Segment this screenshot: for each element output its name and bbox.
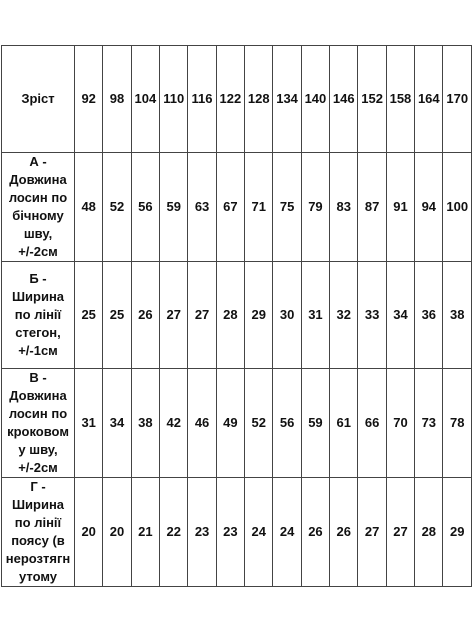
value-cell: 27: [358, 478, 386, 587]
value-cell: 170: [443, 46, 472, 153]
value-cell: 26: [330, 478, 358, 587]
value-cell: 146: [330, 46, 358, 153]
value-cell: 24: [273, 478, 301, 587]
value-cell: 32: [330, 262, 358, 369]
value-cell: 70: [386, 369, 414, 478]
value-cell: 75: [273, 153, 301, 262]
value-cell: 29: [443, 478, 472, 587]
row-label-line: А -: [29, 154, 47, 169]
value-cell: 59: [160, 153, 188, 262]
row-label-line: +/-1см: [18, 343, 58, 358]
row-label-line: нерозтягн: [5, 551, 71, 566]
row-label-line: В -: [29, 370, 47, 385]
measurement-row: [2, 369, 472, 478]
value-cell: 21: [131, 478, 159, 587]
row-label-line: Ширина: [11, 497, 65, 512]
row-label: [2, 153, 75, 262]
value-cell: 22: [160, 478, 188, 587]
value-cell: 71: [245, 153, 273, 262]
value-cell: 46: [188, 369, 216, 478]
value-cell: 20: [75, 478, 103, 587]
value-cell: 23: [188, 478, 216, 587]
value-cell: 27: [160, 262, 188, 369]
value-cell: 91: [386, 153, 414, 262]
value-cell: 61: [330, 369, 358, 478]
row-label: [2, 478, 75, 587]
row-label-line: по лінії: [14, 515, 62, 530]
row-label-line: кроковом: [7, 424, 69, 439]
value-cell: 25: [75, 262, 103, 369]
value-cell: 134: [273, 46, 301, 153]
value-cell: 52: [103, 153, 131, 262]
size-table-body: [2, 46, 472, 587]
value-cell: 27: [188, 262, 216, 369]
value-cell: 128: [245, 46, 273, 153]
header-row: [2, 46, 472, 153]
row-label-line: +/-2см: [18, 460, 58, 475]
value-cell: 27: [386, 478, 414, 587]
value-cell: 110: [160, 46, 188, 153]
value-cell: 42: [160, 369, 188, 478]
row-label-line: поясу (в: [11, 533, 65, 548]
value-cell: 38: [443, 262, 472, 369]
row-label-line: бічному: [12, 208, 64, 223]
row-label: [2, 369, 75, 478]
value-cell: 56: [131, 153, 159, 262]
row-label: [2, 46, 75, 153]
value-cell: 26: [131, 262, 159, 369]
row-label-line: Г -: [30, 479, 46, 494]
value-cell: 31: [301, 262, 329, 369]
value-cell: 122: [216, 46, 244, 153]
value-cell: 49: [216, 369, 244, 478]
value-cell: 30: [273, 262, 301, 369]
value-cell: 83: [330, 153, 358, 262]
row-label-line: Б -: [29, 271, 47, 286]
value-cell: 98: [103, 46, 131, 153]
value-cell: 56: [273, 369, 301, 478]
row-label-line: +/-2см: [18, 244, 58, 259]
row-label-line: утому: [18, 569, 58, 584]
value-cell: 28: [216, 262, 244, 369]
value-cell: 33: [358, 262, 386, 369]
value-cell: 38: [131, 369, 159, 478]
value-cell: 73: [415, 369, 443, 478]
row-label-line: Довжина: [9, 172, 67, 187]
value-cell: 152: [358, 46, 386, 153]
value-cell: 116: [188, 46, 216, 153]
row-label-line: по лінії: [14, 307, 62, 322]
value-cell: 20: [103, 478, 131, 587]
row-label-line: Ширина: [11, 289, 65, 304]
value-cell: 78: [443, 369, 472, 478]
value-cell: 164: [415, 46, 443, 153]
value-cell: 24: [245, 478, 273, 587]
row-label-line: Довжина: [9, 388, 67, 403]
row-label-line: лосин по: [8, 406, 68, 421]
value-cell: 52: [245, 369, 273, 478]
value-cell: 140: [301, 46, 329, 153]
value-cell: 79: [301, 153, 329, 262]
value-cell: 29: [245, 262, 273, 369]
value-cell: 23: [216, 478, 244, 587]
value-cell: 94: [415, 153, 443, 262]
value-cell: 31: [75, 369, 103, 478]
value-cell: 48: [75, 153, 103, 262]
row-label-line: Зріст: [21, 91, 55, 106]
value-cell: 34: [386, 262, 414, 369]
measurement-row: [2, 153, 472, 262]
value-cell: 25: [103, 262, 131, 369]
row-label-line: стегон,: [15, 325, 61, 340]
value-cell: 63: [188, 153, 216, 262]
row-label: [2, 262, 75, 369]
row-label-line: шву,: [23, 226, 53, 241]
measurement-row: [2, 478, 472, 587]
value-cell: 67: [216, 153, 244, 262]
value-cell: 26: [301, 478, 329, 587]
row-label-line: лосин по: [8, 190, 68, 205]
measurement-row: [2, 262, 472, 369]
value-cell: 28: [415, 478, 443, 587]
row-label-line: у шву,: [18, 442, 58, 457]
value-cell: 87: [358, 153, 386, 262]
value-cell: 36: [415, 262, 443, 369]
value-cell: 92: [75, 46, 103, 153]
value-cell: 104: [131, 46, 159, 153]
size-table: [1, 45, 472, 587]
value-cell: 158: [386, 46, 414, 153]
value-cell: 34: [103, 369, 131, 478]
value-cell: 59: [301, 369, 329, 478]
value-cell: 100: [443, 153, 472, 262]
value-cell: 66: [358, 369, 386, 478]
